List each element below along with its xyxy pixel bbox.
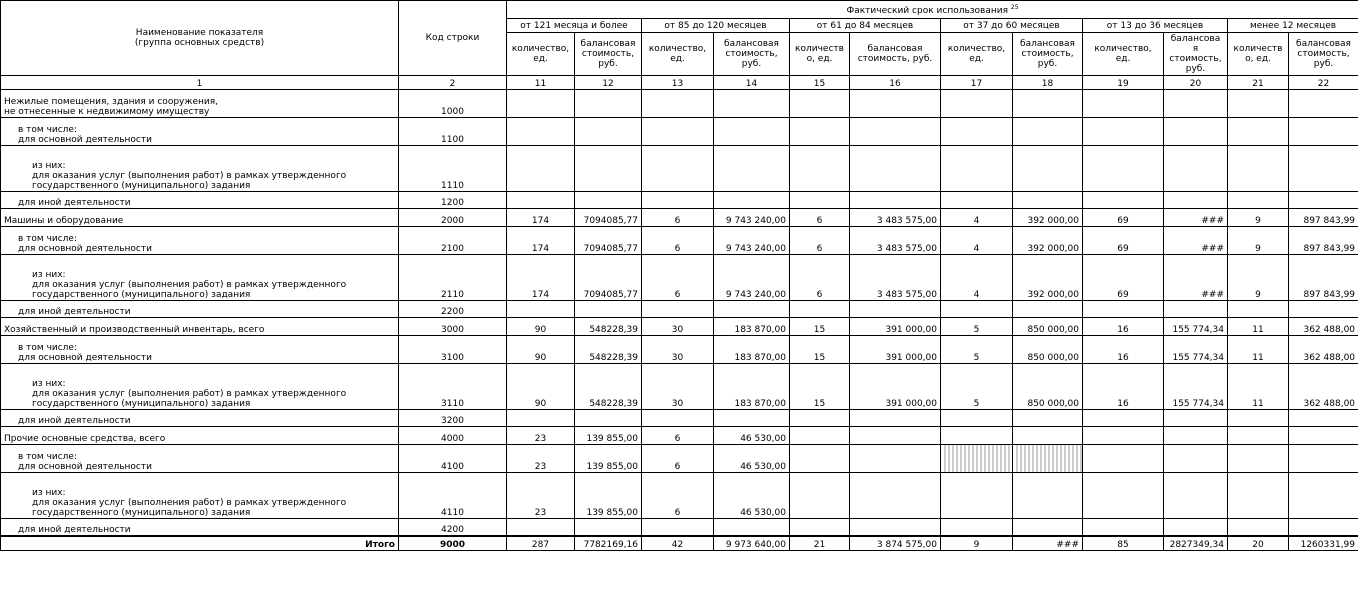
row-value: 183 870,00 [714, 336, 790, 364]
row-value: 155 774,34 [1164, 364, 1228, 410]
row-code: 4110 [399, 473, 507, 519]
row-value: 9 743 240,00 [714, 209, 790, 227]
row-value: 11 [1228, 318, 1289, 336]
row-value: 11 [1228, 364, 1289, 410]
row-value [1289, 410, 1358, 427]
row-name: Хозяйственный и производственный инвентарь, всего [1, 318, 399, 336]
column-number: 15 [790, 76, 850, 90]
table-row [1, 90, 1358, 118]
row-code: 2110 [399, 255, 507, 301]
column-number: 14 [714, 76, 790, 90]
row-value [941, 427, 1013, 445]
row-value [850, 146, 941, 192]
row-value: 6 [642, 227, 714, 255]
row-value: 69 [1083, 209, 1164, 227]
total-value: 287 [507, 536, 575, 551]
row-value: 69 [1083, 255, 1164, 301]
row-value [941, 192, 1013, 209]
header-subcolumn: балансовая стоимость, руб. [1013, 33, 1083, 76]
row-value: 391 000,00 [850, 318, 941, 336]
row-value [1013, 146, 1083, 192]
row-code: 2000 [399, 209, 507, 227]
header-fact-title: Фактический срок использования $^{25}$ [507, 1, 1358, 19]
total-value: ### [1013, 536, 1083, 551]
header-subcolumn: количество, ед. [642, 33, 714, 76]
row-code: 4000 [399, 427, 507, 445]
row-value [1083, 519, 1164, 536]
row-name: для иной деятельности [1, 192, 399, 209]
header-subcolumn: балансовая стоимость, руб. [1289, 33, 1358, 76]
row-value: 15 [790, 318, 850, 336]
row-value: 174 [507, 255, 575, 301]
row-value: 3 483 575,00 [850, 255, 941, 301]
row-value [850, 301, 941, 318]
row-code: 3100 [399, 336, 507, 364]
row-value [1083, 192, 1164, 209]
row-value [1228, 301, 1289, 318]
row-value [1228, 410, 1289, 427]
total-value: 2827349,34 [1164, 536, 1228, 551]
row-value [1164, 427, 1228, 445]
row-value [714, 519, 790, 536]
row-value: 391 000,00 [850, 364, 941, 410]
row-value: 23 [507, 445, 575, 473]
row-value [941, 118, 1013, 146]
row-value [1083, 118, 1164, 146]
row-value [507, 519, 575, 536]
total-value: 9 [941, 536, 1013, 551]
row-value: 139 855,00 [575, 445, 642, 473]
total-value: 20 [1228, 536, 1289, 551]
row-value [575, 410, 642, 427]
row-value [1228, 519, 1289, 536]
row-value: 4 [941, 255, 1013, 301]
row-value [1289, 519, 1358, 536]
row-value: 6 [790, 227, 850, 255]
table-row [1, 255, 1358, 301]
row-value: 362 488,00 [1289, 364, 1358, 410]
row-value: 30 [642, 336, 714, 364]
row-value: 548228,39 [575, 318, 642, 336]
row-value: 392 000,00 [1013, 227, 1083, 255]
row-value: 7094085,77 [575, 227, 642, 255]
row-value: 139 855,00 [575, 473, 642, 519]
row-name: из них: для оказания услуг (выполнения работ) в рамках утвержденного государственного (муниципального) задания [1, 146, 399, 192]
row-value [714, 146, 790, 192]
header-group: от 121 месяца и более [507, 19, 642, 33]
row-value [1289, 192, 1358, 209]
row-value [507, 192, 575, 209]
row-value [1013, 301, 1083, 318]
row-value [1013, 410, 1083, 427]
row-value [507, 146, 575, 192]
header-subcolumn: балансова я стоимость, руб. [1164, 33, 1228, 76]
total-value: 85 [1083, 536, 1164, 551]
column-number: 1 [1, 76, 399, 90]
row-value [575, 301, 642, 318]
row-value: 4 [941, 227, 1013, 255]
total-value: 3 874 575,00 [850, 536, 941, 551]
header-group: от 61 до 84 месяцев [790, 19, 941, 33]
row-value [1164, 192, 1228, 209]
column-number: 2 [399, 76, 507, 90]
row-value [850, 90, 941, 118]
row-value [790, 445, 850, 473]
row-value [575, 118, 642, 146]
row-value [1289, 301, 1358, 318]
row-name: для иной деятельности [1, 301, 399, 318]
row-value: 30 [642, 364, 714, 410]
row-value [1083, 410, 1164, 427]
total-label: Итого [1, 536, 399, 551]
row-value: 6 [642, 445, 714, 473]
row-value [1013, 118, 1083, 146]
row-value: ### [1164, 209, 1228, 227]
row-code: 1200 [399, 192, 507, 209]
row-value [850, 192, 941, 209]
row-value [790, 519, 850, 536]
row-value: 5 [941, 318, 1013, 336]
row-code: 4200 [399, 519, 507, 536]
row-value: 9 [1228, 209, 1289, 227]
row-value [714, 90, 790, 118]
row-value: 46 530,00 [714, 473, 790, 519]
row-value [941, 410, 1013, 427]
row-value [507, 90, 575, 118]
row-value [790, 473, 850, 519]
row-value: 850 000,00 [1013, 364, 1083, 410]
row-value: 6 [790, 255, 850, 301]
row-value: ### [1164, 227, 1228, 255]
row-value: 155 774,34 [1164, 336, 1228, 364]
table-row [1, 146, 1358, 192]
row-value [1013, 427, 1083, 445]
row-value [790, 427, 850, 445]
row-value: 392 000,00 [1013, 255, 1083, 301]
table-row [1, 410, 1358, 427]
row-value [1164, 118, 1228, 146]
row-value [1083, 146, 1164, 192]
column-number: 18 [1013, 76, 1083, 90]
row-value: 46 530,00 [714, 427, 790, 445]
row-value [1164, 410, 1228, 427]
row-value [1228, 427, 1289, 445]
column-number: 11 [507, 76, 575, 90]
row-value [642, 90, 714, 118]
row-name: в том числе: для основной деятельности [1, 445, 399, 473]
row-value [1164, 519, 1228, 536]
row-value: 183 870,00 [714, 364, 790, 410]
row-value: 15 [790, 336, 850, 364]
column-number: 16 [850, 76, 941, 90]
row-name: Прочие основные средства, всего [1, 427, 399, 445]
row-value: 392 000,00 [1013, 209, 1083, 227]
row-name: для иной деятельности [1, 410, 399, 427]
row-value: 6 [642, 255, 714, 301]
column-number: 17 [941, 76, 1013, 90]
row-name: из них: для оказания услуг (выполнения работ) в рамках утвержденного государственного (муниципального) задания [1, 473, 399, 519]
row-value: 23 [507, 473, 575, 519]
header-subcolumn: количество, ед. [507, 33, 575, 76]
row-name: в том числе: для основной деятельности [1, 118, 399, 146]
table-row [1, 519, 1358, 536]
row-value [1013, 90, 1083, 118]
row-value [642, 410, 714, 427]
row-value: 155 774,34 [1164, 318, 1228, 336]
column-number: 21 [1228, 76, 1289, 90]
row-code: 1100 [399, 118, 507, 146]
row-value: 174 [507, 227, 575, 255]
row-value: 9 [1228, 255, 1289, 301]
row-code: 4100 [399, 445, 507, 473]
header-code: Код строки [399, 1, 507, 76]
row-value [1289, 90, 1358, 118]
table-row [1, 227, 1358, 255]
row-value [1228, 118, 1289, 146]
row-value: 9 743 240,00 [714, 227, 790, 255]
row-value [575, 519, 642, 536]
row-value: 5 [941, 336, 1013, 364]
table-row [1, 301, 1358, 318]
row-value [1013, 192, 1083, 209]
row-value [1228, 192, 1289, 209]
row-value: 16 [1083, 364, 1164, 410]
row-value [642, 519, 714, 536]
row-value [1083, 445, 1164, 473]
total-code: 9000 [399, 536, 507, 551]
row-value [1228, 90, 1289, 118]
row-value: 139 855,00 [575, 427, 642, 445]
row-value: 46 530,00 [714, 445, 790, 473]
header-group: от 37 до 60 месяцев [941, 19, 1083, 33]
row-value [941, 445, 1013, 473]
row-code: 2100 [399, 227, 507, 255]
row-name: в том числе: для основной деятельности [1, 336, 399, 364]
total-value: 42 [642, 536, 714, 551]
row-code: 3110 [399, 364, 507, 410]
row-value [642, 118, 714, 146]
row-value: 174 [507, 209, 575, 227]
row-value: 362 488,00 [1289, 336, 1358, 364]
row-value [1228, 445, 1289, 473]
header-group: от 85 до 120 месяцев [642, 19, 790, 33]
row-value: 6 [642, 473, 714, 519]
row-value [850, 410, 941, 427]
row-value [1013, 519, 1083, 536]
table-row [1, 118, 1358, 146]
total-value: 21 [790, 536, 850, 551]
row-name: Машины и оборудование [1, 209, 399, 227]
row-value: 6 [642, 427, 714, 445]
row-value: 850 000,00 [1013, 336, 1083, 364]
row-value [507, 301, 575, 318]
row-value: 90 [507, 364, 575, 410]
table-row [1, 427, 1358, 445]
row-value: 9 743 240,00 [714, 255, 790, 301]
row-value: 30 [642, 318, 714, 336]
row-value: 548228,39 [575, 364, 642, 410]
total-row [1, 536, 1358, 551]
row-value [1289, 473, 1358, 519]
row-value [790, 90, 850, 118]
row-value [1289, 146, 1358, 192]
row-value: 90 [507, 336, 575, 364]
row-value [1289, 427, 1358, 445]
row-value [507, 410, 575, 427]
row-name: из них: для оказания услуг (выполнения работ) в рамках утвержденного государственного (муниципального) задания [1, 255, 399, 301]
row-value [575, 146, 642, 192]
row-value [790, 146, 850, 192]
table-row [1, 364, 1358, 410]
row-value [850, 427, 941, 445]
row-value: 548228,39 [575, 336, 642, 364]
header-subcolumn: балансовая стоимость, руб. [714, 33, 790, 76]
row-value: 16 [1083, 318, 1164, 336]
row-value [941, 473, 1013, 519]
row-value: 7094085,77 [575, 209, 642, 227]
row-value: 362 488,00 [1289, 318, 1358, 336]
row-value: 850 000,00 [1013, 318, 1083, 336]
row-value [1164, 473, 1228, 519]
row-code: 2200 [399, 301, 507, 318]
column-number: 20 [1164, 76, 1228, 90]
row-code: 1110 [399, 146, 507, 192]
row-value [1164, 90, 1228, 118]
header-group: менее 12 месяцев [1228, 19, 1358, 33]
row-value: 6 [790, 209, 850, 227]
header-subcolumn: балансовая стоимость, руб. [575, 33, 642, 76]
row-value [507, 118, 575, 146]
row-value: 16 [1083, 336, 1164, 364]
row-code: 3000 [399, 318, 507, 336]
row-value: 391 000,00 [850, 336, 941, 364]
total-value: 1260331,99 [1289, 536, 1358, 551]
row-value [1083, 301, 1164, 318]
total-value: 9 973 640,00 [714, 536, 790, 551]
column-number: 19 [1083, 76, 1164, 90]
row-value [714, 301, 790, 318]
table-row [1, 209, 1358, 227]
table-row [1, 336, 1358, 364]
header-subcolumn: количество, ед. [1083, 33, 1164, 76]
row-value [850, 519, 941, 536]
row-value: 4 [941, 209, 1013, 227]
row-name: для иной деятельности [1, 519, 399, 536]
row-value [941, 519, 1013, 536]
row-value: 5 [941, 364, 1013, 410]
row-value [1164, 445, 1228, 473]
row-value [1289, 118, 1358, 146]
row-value [941, 146, 1013, 192]
row-value [642, 146, 714, 192]
row-value: 90 [507, 318, 575, 336]
row-name: в том числе: для основной деятельности [1, 227, 399, 255]
row-value [575, 192, 642, 209]
header-name: Наименование показателя (группа основных средств) [1, 1, 399, 76]
column-number: 13 [642, 76, 714, 90]
row-value: 183 870,00 [714, 318, 790, 336]
row-value [850, 473, 941, 519]
row-code: 1000 [399, 90, 507, 118]
row-value: 6 [642, 209, 714, 227]
row-value: 897 843,99 [1289, 209, 1358, 227]
header-subcolumn: количеств о, ед. [1228, 33, 1289, 76]
row-value: 9 [1228, 227, 1289, 255]
row-value [790, 192, 850, 209]
row-value [714, 192, 790, 209]
row-value: 3 483 575,00 [850, 227, 941, 255]
row-value [941, 301, 1013, 318]
row-value [1013, 445, 1083, 473]
row-value: 3 483 575,00 [850, 209, 941, 227]
row-value: ### [1164, 255, 1228, 301]
table-row [1, 318, 1358, 336]
row-value [1083, 90, 1164, 118]
header-subcolumn: количеств о, ед. [790, 33, 850, 76]
row-value [1228, 146, 1289, 192]
row-value [790, 118, 850, 146]
table-row [1, 192, 1358, 209]
column-number: 12 [575, 76, 642, 90]
table-row [1, 445, 1358, 473]
row-value [850, 118, 941, 146]
row-value: 23 [507, 427, 575, 445]
row-value: 15 [790, 364, 850, 410]
row-value [642, 301, 714, 318]
row-code: 3200 [399, 410, 507, 427]
row-value [714, 410, 790, 427]
row-value [1228, 473, 1289, 519]
row-value [714, 118, 790, 146]
row-name: Нежилые помещения, здания и сооружения, не отнесенные к недвижимому имуществу [1, 90, 399, 118]
column-number: 22 [1289, 76, 1358, 90]
row-value [642, 192, 714, 209]
row-value [575, 90, 642, 118]
total-value: 7782169,16 [575, 536, 642, 551]
row-value [790, 410, 850, 427]
row-value: 897 843,99 [1289, 227, 1358, 255]
row-value: 897 843,99 [1289, 255, 1358, 301]
row-value: 69 [1083, 227, 1164, 255]
row-value [1083, 473, 1164, 519]
row-value [1289, 445, 1358, 473]
row-value [850, 445, 941, 473]
header-subcolumn: количество, ед. [941, 33, 1013, 76]
row-value [1083, 427, 1164, 445]
table-row [1, 473, 1358, 519]
row-value [941, 90, 1013, 118]
row-value [1164, 301, 1228, 318]
row-value: 11 [1228, 336, 1289, 364]
row-value [790, 301, 850, 318]
row-value: 7094085,77 [575, 255, 642, 301]
row-value [1013, 473, 1083, 519]
row-name: из них: для оказания услуг (выполнения работ) в рамках утвержденного государственного (муниципального) задания [1, 364, 399, 410]
header-subcolumn: балансовая стоимость, руб. [850, 33, 941, 76]
header-group: от 13 до 36 месяцев [1083, 19, 1228, 33]
row-value [1164, 146, 1228, 192]
